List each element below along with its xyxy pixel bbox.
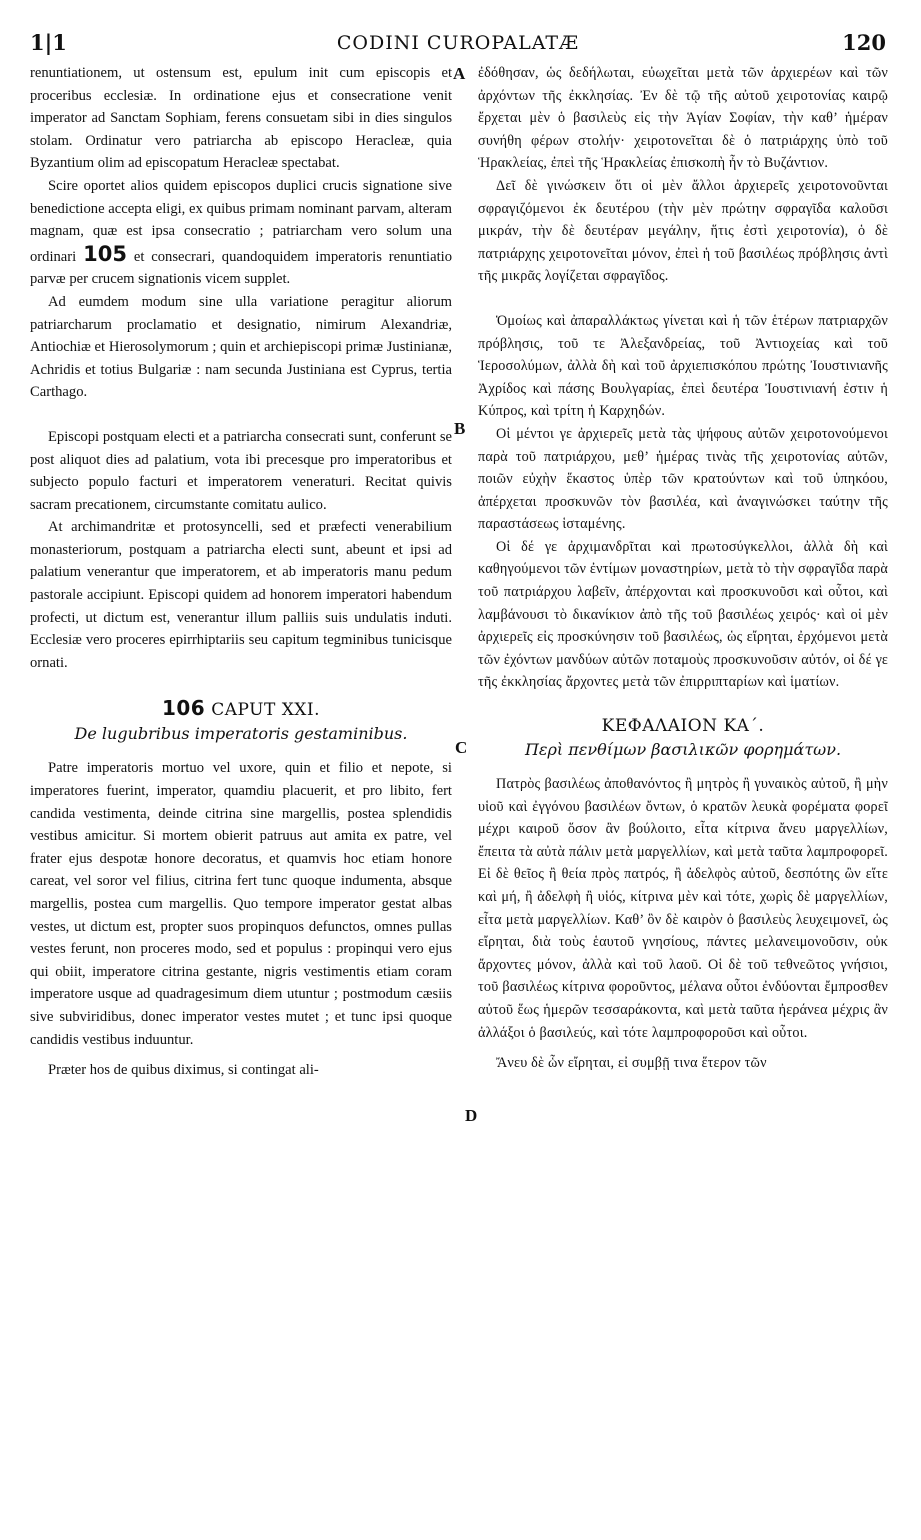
greek-chapter-heading: ΚΕΦΑΛΑΙΟΝ ΚΑ΄. (601, 716, 765, 737)
greek-paragraph-2: Δεῖ δὲ γινώσκειν ὅτι οἱ μὲν ἄλλοι ἀρχιερεῖς χειροτονοῦνται σφραγιζόμενοι ἐκ δευτέρου (τὴν μὲν πρώτην σφραγῖδα καλοῦσι μικράν, τὴν δὲ δευτέραν μεγάλην, ἥτις ἐστὶ χειροτονία), ὁ δὲ πατριάρχης χειροτονεῖται μόνον, ἐπεὶ ἡ τοῦ βασιλέως πρόβλησις ἀντὶ τῆς μικρᾶς λογίζεται σφραγῖδος. (478, 177, 888, 285)
latin-paragraph-2 (30, 175, 452, 291)
column-marker-105: 105 (83, 241, 127, 266)
latin-paragraph-2-part-a: Scire oportet alios quidem episcopos duplici crucis signatione sive benedictione accepta eligi, ex quibus primam nominant parvam, alteram magnam, quæ est ipsa consecratio ; patriarcham vero solum una ordinari (30, 177, 452, 265)
paragraph-gap (30, 404, 452, 426)
latin-chapter-heading (30, 696, 452, 720)
latin-column (30, 62, 452, 1082)
latin-chapter-title: CAPUT XXI. (211, 700, 321, 721)
margin-letter-d: D (465, 1106, 478, 1125)
margin-letter-a: A (453, 64, 466, 83)
greek-paragraph-5: Οἱ δέ γε ἀρχιμανδρῖται καὶ πρωτοσύγκελλοι, ἀλλὰ δὴ καὶ καθηγούμενοι τῶν ἐντίμων μοναστηρίων, μετὰ τὸ τὴν σφραγῖδα παρὰ τοῦ πατριάρχου λαβεῖν, ἀπέρχονται καὶ προσκυνοῦσι καὶ οὗτοι, καὶ λαμβάνουσι τὸ δικανίκιον ἀπὸ τῆς τοῦ βασιλέως χειρός· καὶ οἱ μὲν ἀρχιερεῖς εἰς προσκύνησιν τοῦ βασιλέως, ὡς εἴρηται, ἐρχόμενοι μετὰ τῶν ἐχόντων μανδύων αὐτῶν ποταμοὺς προσκυνοῦσιν αὐτόν, οἱ δέ γε τῆς ἐκκλησίας ἄρχοντες μετὰ τῶν ἐπιρριπταρίων καὶ ἱματίων. (478, 538, 888, 691)
latin-paragraph-1: renuntiationem, ut ostensum est, epulum init cum episcopis et proceribus ecclesiæ. In ordinatione ejus et consecratione venit imperator ad Sanctam Sophiam, ferens consuetam sibi in dies singulos stolam. Ordinatur vero patriarcha ab episcopo Heracleæ, quia Byzantium olim ad episcopatum Heracleæ spectabat. (30, 65, 452, 172)
margin-letter-c: C (455, 738, 468, 757)
column-marker-106: 106 (161, 696, 206, 721)
greek-chapter-subtitle: Περὶ πενθίμων βασιλικῶν φορημάτων. (524, 740, 842, 760)
right-page-number: 120 (842, 30, 886, 55)
paragraph-gap (30, 1051, 452, 1059)
latin-paragraph-3: Ad eumdem modum sine ulla variatione peragitur aliorum patriarcharum proclamatio et designatio, nimirum Alexandriæ, Antiochiæ et Hierosolymorum ; quin et archiepiscopi primæ Justinianæ, Achridis et totius Bulgariæ : nam secunda Justiniana est Cyprus, tertia Carthago. (30, 293, 452, 401)
latin-paragraph-6: Patre imperatoris mortuo vel uxore, quin et filio et nepote, si imperatores fuerint, imperator, quamdiu placuerit, et pro libito, fert candida vestimenta, deinde citrina sine margellis, postea splendidis vestibus amicitur. Si mortem obierit patruus aut amita ex patre, vel frater ejus despotæ honore decoratus, et quamvis hoc etiam honore careat, vel soror vel filius, citrina fert tunc quoque indumenta, absque margellis, postea cum margellis. Quo tempore imperator gestat albas vestes, ut dictum est, propter suos propinquos defunctos, omnes pullas vestes ferunt, non proceres modo, sed et populus : propinqui vero ejus qui obiit, imperatore citrina gestante, nigris vestimentis etiam coram imperatore usque ad quadragesimum diem utuntur ; postmodum cæsiis sive subviridibus, donec imperator vestes mutet ; et tunc ipsi quoque candidis vestibus induuntur. (30, 760, 452, 1048)
latin-paragraph-7: Præter hos de quibus diximus, si contingat ali- (48, 1062, 319, 1079)
latin-paragraph-2-part-b: et consecrari, quandoquidem imperatoris renuntiatio parvæ per crucem signationis vicem supplet. (30, 248, 452, 288)
latin-paragraph-5: At archimandritæ et protosyncelli, sed et præfecti venerabilium monasteriorum, postquam a patriarcha electi sunt, abeunt et ipsi ad palatium venerantur que imperatorem, et ab imperatoris manu pedum pastorale accipiunt. Episcopi quidem ad honorem imperatori habendum profecti, ut dictum est, venerantur illum palliis suis undulatis induti. Ecclesiæ vero proceres epirrhiptariis seu capitum tegminibus tunicisque ornati. (30, 519, 452, 671)
greek-paragraph-7: Ἄνευ δὲ ὧν εἴρηται, εἰ συμβῇ τινα ἕτερον τῶν (496, 1055, 767, 1072)
greek-paragraph-6: Πατρὸς βασιλέως ἀποθανόντος ἢ μητρὸς ἢ γυναικὸς αὐτοῦ, ἢ μὴν υἱοῦ καὶ ἐγγόνου βασιλέων ὄντων, ὁ κρατῶν λευκὰ φορέματα φορεῖ μέχρι καιροῦ ὅσον ἂν βούλοιτο, εἶτα κίτρινα ἄνευ μαργελλίων, ἔπειτα τὰ αὐτὰ πάλιν μετὰ μαργελλίων, καὶ μετὰ ταῦτα λαμπροφορεῖ. Εἰ δὲ θεῖος ἢ θεία πρὸς πατρός, ἢ ἀδελφὸς αὐτοῦ, δεσπότης ὢν εἴτε καὶ μή, ἢ ἀδελφὴ ἢ υἱός, κίτρινα μὲν καὶ τότε, χωρὶς δὲ μαργελλίων, εἶτα μετὰ μαργελλίων. Καθ’ ὃν δὲ καιρὸν ὁ βασιλεὺς λευχειμονεῖ, ὡς εἴρηται, διὰ τοὺς ἑαυτοῦ γνησίους, πάντες μελανειμονοῦσιν, οὐκ ἄρχοντες μόνον, ἀλλὰ καὶ τοῦ λαοῦ. Οἱ δὲ τοῦ τεθνεῶτος γνήσιοι, τοῦ βασιλέως κίτρινα φοροῦντος, μέλανα οὗτοι ἐνδύονται ἔμπροσθεν αὐτοῦ ἕως ἡμερῶν τεσσαράκοντα, καὶ μετὰ ταῦτα ἠεράνεα μέχρις ἂν ἀλλάξοι ὁ βασιλεύς, καὶ τότε λαμπροφοροῦσι καὶ οὗτοι. (478, 776, 888, 1041)
greek-paragraph-3: Ὁμοίως καὶ ἀπαραλλάκτως γίνεται καὶ ἡ τῶν ἑτέρων πατριαρχῶν πρόβλησις, τοῦ τε Ἀλεξανδρείας, τοῦ Ἀντιοχείας καὶ τοῦ Ἱεροσολύμων, ἀλλὰ δὴ καὶ τοῦ ἀρχιεπισκόπου πρώτης Ἰουστινιανῆς Ἀχρίδος καὶ πάσης Βουλγαρίας, ἐπεὶ δευτέρα Ἰουστινιανή ἐστιν ἡ Κύπρος, καὶ τρίτη ἡ Καρχηδών. (478, 312, 888, 420)
greek-column (478, 62, 888, 1075)
latin-paragraph-4: Episcopi postquam electi et a patriarcha consecrati sunt, conferunt se post aliquot dies ad palatium, vota ibi precesque pro imperatoribus et subjecto populo facturi et imperatorem veneraturi. Recitat quivis sacram precationem, circumstante comitatu aulico. (30, 428, 452, 513)
greek-paragraph-1: ἐδόθησαν, ὡς δεδήλωται, εὐωχεῖται μετὰ τῶν ἀρχιερέων καὶ τῶν ἀρχόντων τῆς ἐκκλησίας. Ἐν δὲ τῷ τῆς αὐτοῦ χειροτονίας καιρῷ ἔρχεται μὲν ὁ βασιλεὺς εἰς τὴν Ἁγίαν Σοφίαν, τὴν καθ’ ἡμέραν συνήθη φέρων στολήν· χειροτονεῖται δὲ ὁ πατριάρχης ὑπὸ τοῦ Ἡρακλείας, ἐπεὶ τῆς Ἡρακλείας ἐπισκοπὴ ἦν τὸ Βυζάντιον. (478, 65, 888, 172)
running-header (30, 30, 886, 64)
paragraph-gap (478, 1044, 888, 1052)
greek-paragraph-4: Οἱ μέντοι γε ἀρχιερεῖς μετὰ τὰς ψήφους αὐτῶν χειροτονούμενοι παρὰ τοῦ πατριάρχου, μεθ’ ἡμέρας τινὰς τῆς χειροτονίας αὐτῶν, ποιῶν εὐχὴν ἕκαστος ὑπὲρ τῶν κρατούντων καὶ τοῦ ὑπηκόου, ἀπέρχεται προσκυνῶν τὸν βασιλέα, καὶ ἀναγινώσκει ταύτην τῆς παραστάσεως ἱσταμένης. (478, 425, 888, 533)
latin-chapter-subtitle: De lugubribus imperatoris gestaminibus. (74, 724, 408, 744)
paragraph-gap (478, 288, 888, 310)
margin-letter-b: B (454, 419, 466, 438)
left-page-number: 1|1 (30, 30, 67, 55)
running-title: CODINI CUROPALATÆ (336, 32, 580, 54)
